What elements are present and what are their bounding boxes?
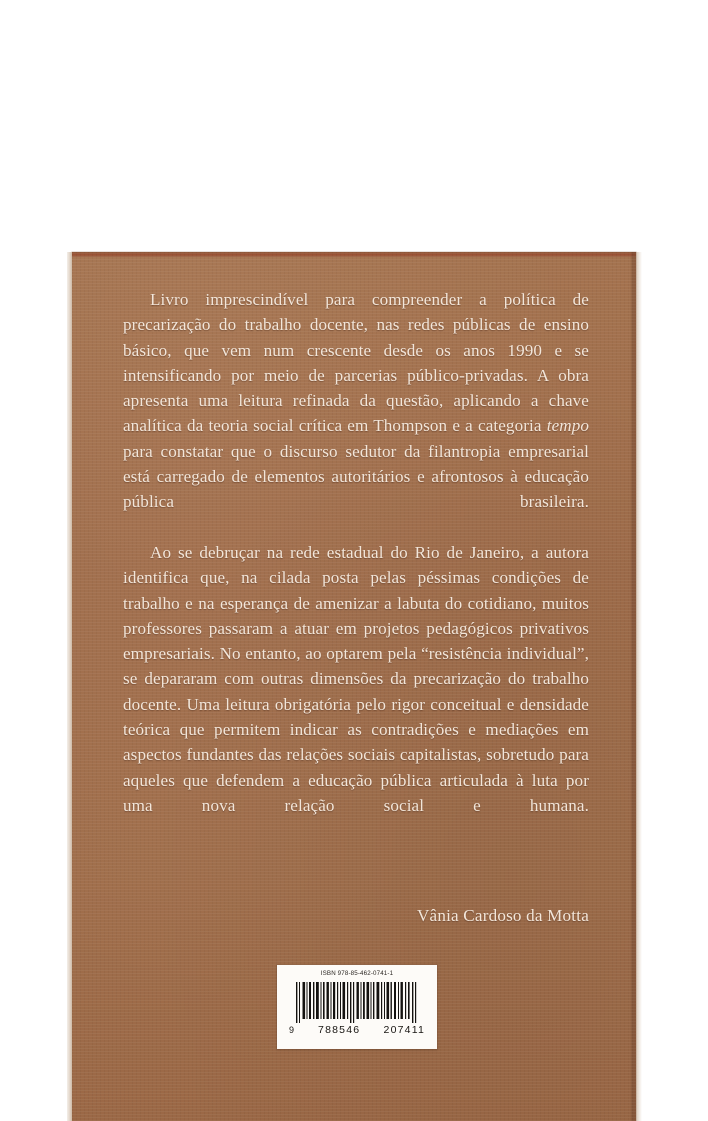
blurb-paragraph: Livro imprescindível para compreender a política de precarização do trabalho docente, nas redes públicas de ensino básico, que vem num crescente desde os anos 1990 e se intensificando por meio de parcerias público-privadas. A obra apresenta uma leitura refinada da questão, aplicando a chave analítica da teoria social crítica em Thompson e a categoria tempo para constatar que o discurso sedutor da filantropia empresarial está carregado de elementos autoritários e afrontosos à educação pública brasileira. xyxy=(123,290,589,512)
emphasised-term: tempo xyxy=(546,416,589,436)
ean-group-right: 207411 xyxy=(383,1024,425,1036)
blurb-text-block xyxy=(123,287,589,844)
ean-digits-row xyxy=(289,1024,425,1036)
cover-left-paper-edge xyxy=(67,252,72,1121)
isbn-barcode-block xyxy=(277,965,437,1049)
back-cover-panel xyxy=(72,252,636,1121)
cover-spine-shadow xyxy=(630,252,636,1121)
cover-top-board-edge xyxy=(72,252,636,257)
author-name: Vânia Cardoso da Motta xyxy=(417,906,589,925)
isbn-label: ISBN 978-85-462-0741-1 xyxy=(320,970,394,977)
blurb-author-signature xyxy=(123,904,589,928)
barcode-bars-icon xyxy=(295,982,419,1023)
blurb-paragraph: Ao se debruçar na rede estadual do Rio de Janeiro, a autora identifica que, na cilada posta pelas péssimas condições de trabalho e na esperança de amenizar a labuta do cotidiano, muitos professores passaram a atuar em projetos pedagógicos privativos empresariais. No entanto, ao optarem pela “resistência individual”, se depararam com outras dimensões da precarização do trabalho docente. Uma leitura obrigatória pelo rigor conceitual e densidade teórica que permitem indicar as contradições e mediações em aspectos fundantes das relações sociais capitalistas, sobretudo para aqueles que defendem a educação pública articulada à luta por uma nova relação social e humana. xyxy=(123,542,589,815)
ean-group-left: 788546 xyxy=(318,1024,361,1036)
cover-fore-edge-paper xyxy=(636,252,642,1121)
ean-lead-digit: 9 xyxy=(289,1025,295,1035)
